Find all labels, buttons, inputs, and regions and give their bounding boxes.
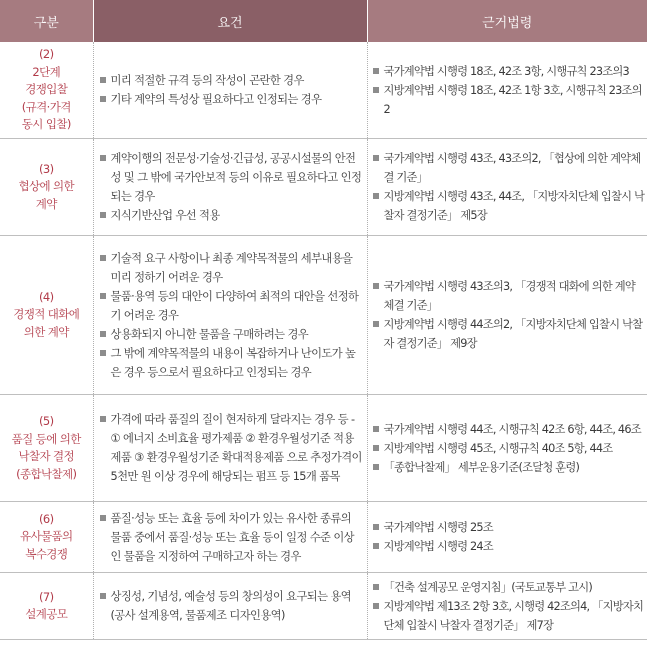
list-item: 지방계약법 시행령 44조의2, 「지방자치단체 입찰시 낙찰자 결정기준」 제9장 [373, 315, 646, 353]
list-item: 국가계약법 시행령 43조의3, 「경쟁적 대화에 의한 계약체결 기준」 [373, 277, 646, 315]
legal-basis-cell [367, 395, 647, 502]
requirements-cell [93, 236, 367, 395]
table-row [0, 42, 647, 139]
list-item: 국가계약법 시행령 25조 [373, 518, 646, 537]
list-item: 품질·성능 또는 효율 등에 차이가 있는 유사한 종류의 물품 중에서 품질·성능 또는 효율 등이 일정 수준 이상인 물품을 지정하여 구매하고자 하는 경우 [100, 509, 364, 566]
list-item: 가격에 따라 품질의 질이 현저하게 달라지는 경우 등 - ① 에너지 소비효율 평가제품 ② 환경우월성기준 적용제품 ③ 환경우월성기준 확대적용제품 으로 추정가격이 5천만 원 이상 경우에 해당되는 펌프 등 15개 품목 [100, 410, 364, 486]
table-row [0, 502, 647, 573]
category-cell: (4) 경쟁적 대화에 의한 계약 [0, 236, 93, 395]
legal-basis-cell [367, 502, 647, 573]
table-row [0, 139, 647, 236]
requirements-cell [93, 42, 367, 139]
legal-basis-cell [367, 236, 647, 395]
category-cell: (2) 2단계 경쟁입찰 (규격·가격 동시 입찰) [0, 42, 93, 139]
list-item: 국가계약법 시행령 44조, 시행규칙 42조 6항, 44조, 46조 [373, 420, 646, 439]
list-item: 물품·용역 등의 대안이 다양하여 최적의 대안을 선정하기 어려운 경우 [100, 287, 364, 325]
header-legal-basis: 근거법령 [367, 0, 647, 42]
table-header-row [0, 0, 647, 42]
category-cell: (7) 설계공모 [0, 573, 93, 640]
list-item: 미리 적절한 규격 등의 작성이 곤란한 경우 [100, 71, 364, 90]
requirements-cell [93, 395, 367, 502]
legal-basis-cell [367, 573, 647, 640]
list-item: 기타 계약의 특성상 필요하다고 인정되는 경우 [100, 90, 364, 109]
requirements-cell [93, 573, 367, 640]
legal-basis-cell [367, 139, 647, 236]
list-item: 지방계약법 시행령 18조, 42조 1항 3호, 시행규칙 23조의2 [373, 81, 646, 119]
list-item: 상용화되지 아니한 물품을 구매하려는 경우 [100, 325, 364, 344]
list-item: 지방계약법 시행령 45조, 시행규칙 40조 5항, 44조 [373, 439, 646, 458]
requirements-cell [93, 139, 367, 236]
list-item: 지방계약법 시행령 43조, 44조, 「지방자치단체 입찰시 낙찰자 결정기준」 제5장 [373, 187, 646, 225]
list-item: 지방계약법 시행령 24조 [373, 537, 646, 556]
list-item: 그 밖에 계약목적물의 내용이 복잡하거나 난이도가 높은 경우 등으로서 필요하다고 인정되는 경우 [100, 344, 364, 382]
requirements-cell [93, 502, 367, 573]
category-cell: (5) 품질 등에 의한 낙찰자 결정 (종합낙찰제) [0, 395, 93, 502]
list-item: 국가계약법 시행령 18조, 42조 3항, 시행규칙 23조의3 [373, 62, 646, 81]
table-row [0, 573, 647, 640]
legal-basis-cell [367, 42, 647, 139]
category-cell: (3) 협상에 의한 계약 [0, 139, 93, 236]
table-row [0, 395, 647, 502]
list-item: 「건축 설계공모 운영지침」(국토교통부 고시) [373, 578, 646, 597]
list-item: 지방계약법 제13조 2항 3호, 시행령 42조의4, 「지방자치단체 입찰시 낙찰자 결정기준」 제7장 [373, 597, 646, 635]
list-item: 계약이행의 전문성·기술성·긴급성, 공공시설물의 안전성 및 그 밖에 국가안보적 등의 이유로 필요하다고 인정되는 경우 [100, 149, 364, 206]
header-requirements: 요건 [93, 0, 367, 42]
table-row [0, 236, 647, 395]
list-item: 상징성, 기념성, 예술성 등의 창의성이 요구되는 용역 (공사 설계용역, 물품제조 디자인용역) [100, 587, 364, 625]
header-category: 구분 [0, 0, 93, 42]
category-cell: (6) 유사물품의 복수경쟁 [0, 502, 93, 573]
list-item: 기술적 요구 사항이나 최종 계약목적물의 세부내용을 미리 정하기 어려운 경우 [100, 249, 364, 287]
list-item: 국가계약법 시행령 43조, 43조의2, 「협상에 의한 계약체결 기준」 [373, 149, 646, 187]
list-item: 「종합낙찰제」 세부운용기준(조달청 훈령) [373, 458, 646, 477]
list-item: 지식기반산업 우선 적용 [100, 206, 364, 225]
